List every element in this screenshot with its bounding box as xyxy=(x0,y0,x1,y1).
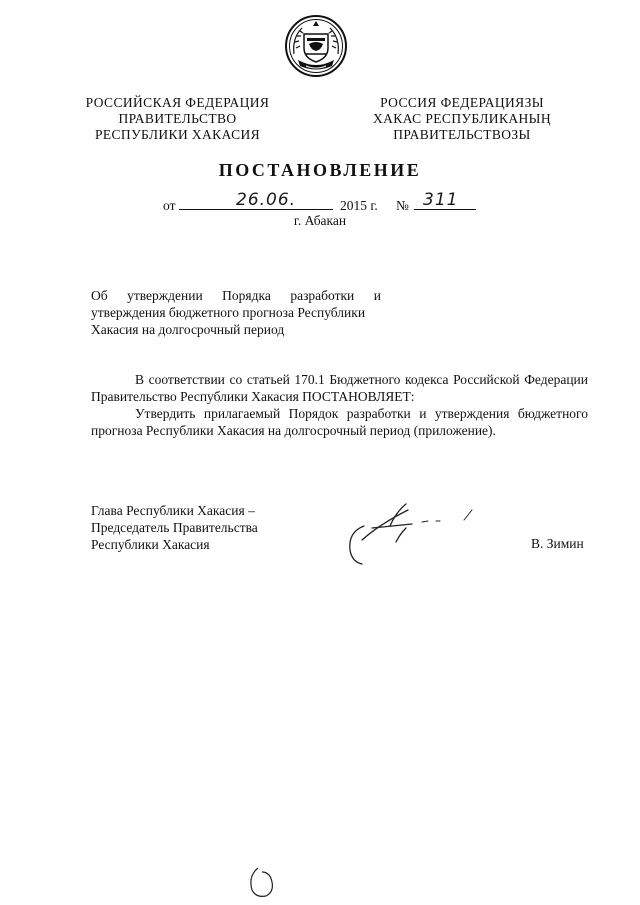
handwritten-mark xyxy=(248,864,278,900)
body-line: В соответствии со статьей 170.1 Бюджетного кодекса Российской Федерации xyxy=(135,372,588,387)
subject-line: Об утверждении Порядка разработки и xyxy=(91,288,381,303)
body-line: Правительство Республики Хакасия ПОСТАНОВЛЯЕТ: xyxy=(91,389,415,404)
header-left-line: ПРАВИТЕЛЬСТВО xyxy=(118,111,237,126)
number-prefix: № xyxy=(396,198,409,213)
subject-line: утверждения бюджетного прогноза Республики xyxy=(91,305,366,320)
signer-position xyxy=(91,502,258,553)
subject-line: Хакасия на долгосрочный период xyxy=(91,322,285,337)
signer-position-line: Глава Республики Хакасия – xyxy=(91,503,255,518)
date-handwritten: 26.06. xyxy=(236,190,297,210)
header-left-line: РЕСПУБЛИКИ ХАКАСИЯ xyxy=(94,127,261,142)
document-title: ПОСТАНОВЛЕНИЕ xyxy=(218,160,422,180)
year-label: 2015 г. xyxy=(340,198,378,213)
body-line: Утвердить прилагаемый Порядок разработки и утверждения бюджетного xyxy=(135,406,588,421)
header-right-line: РОССИЯ ФЕДЕРАЦИЯЗЫ xyxy=(380,95,544,110)
body-text xyxy=(91,371,588,439)
handwritten-signature xyxy=(332,498,482,568)
signer-position-line: Председатель Правительства xyxy=(91,520,258,535)
header-right xyxy=(362,95,562,143)
signer-name: В. Зимин xyxy=(531,536,584,551)
header-right-line: ПРАВИТЕЛЬСТВОЗЫ xyxy=(393,127,531,142)
number-handwritten: 311 xyxy=(423,190,459,210)
header-right-line: ХАКАС РЕСПУБЛИКАНЫҢ xyxy=(373,111,551,126)
header-left-line: РОССИЙСКАЯ ФЕДЕРАЦИЯ xyxy=(85,95,270,110)
signer-position-line: Республики Хакасия xyxy=(91,537,210,552)
body-line: прогноза Республики Хакасия на долгосрочный период (приложение). xyxy=(91,423,496,438)
header-left xyxy=(80,95,275,143)
city-label: г. Абакан xyxy=(293,213,347,228)
coat-of-arms-icon xyxy=(284,14,348,78)
date-prefix: от xyxy=(163,198,176,213)
subject-block xyxy=(91,287,381,338)
